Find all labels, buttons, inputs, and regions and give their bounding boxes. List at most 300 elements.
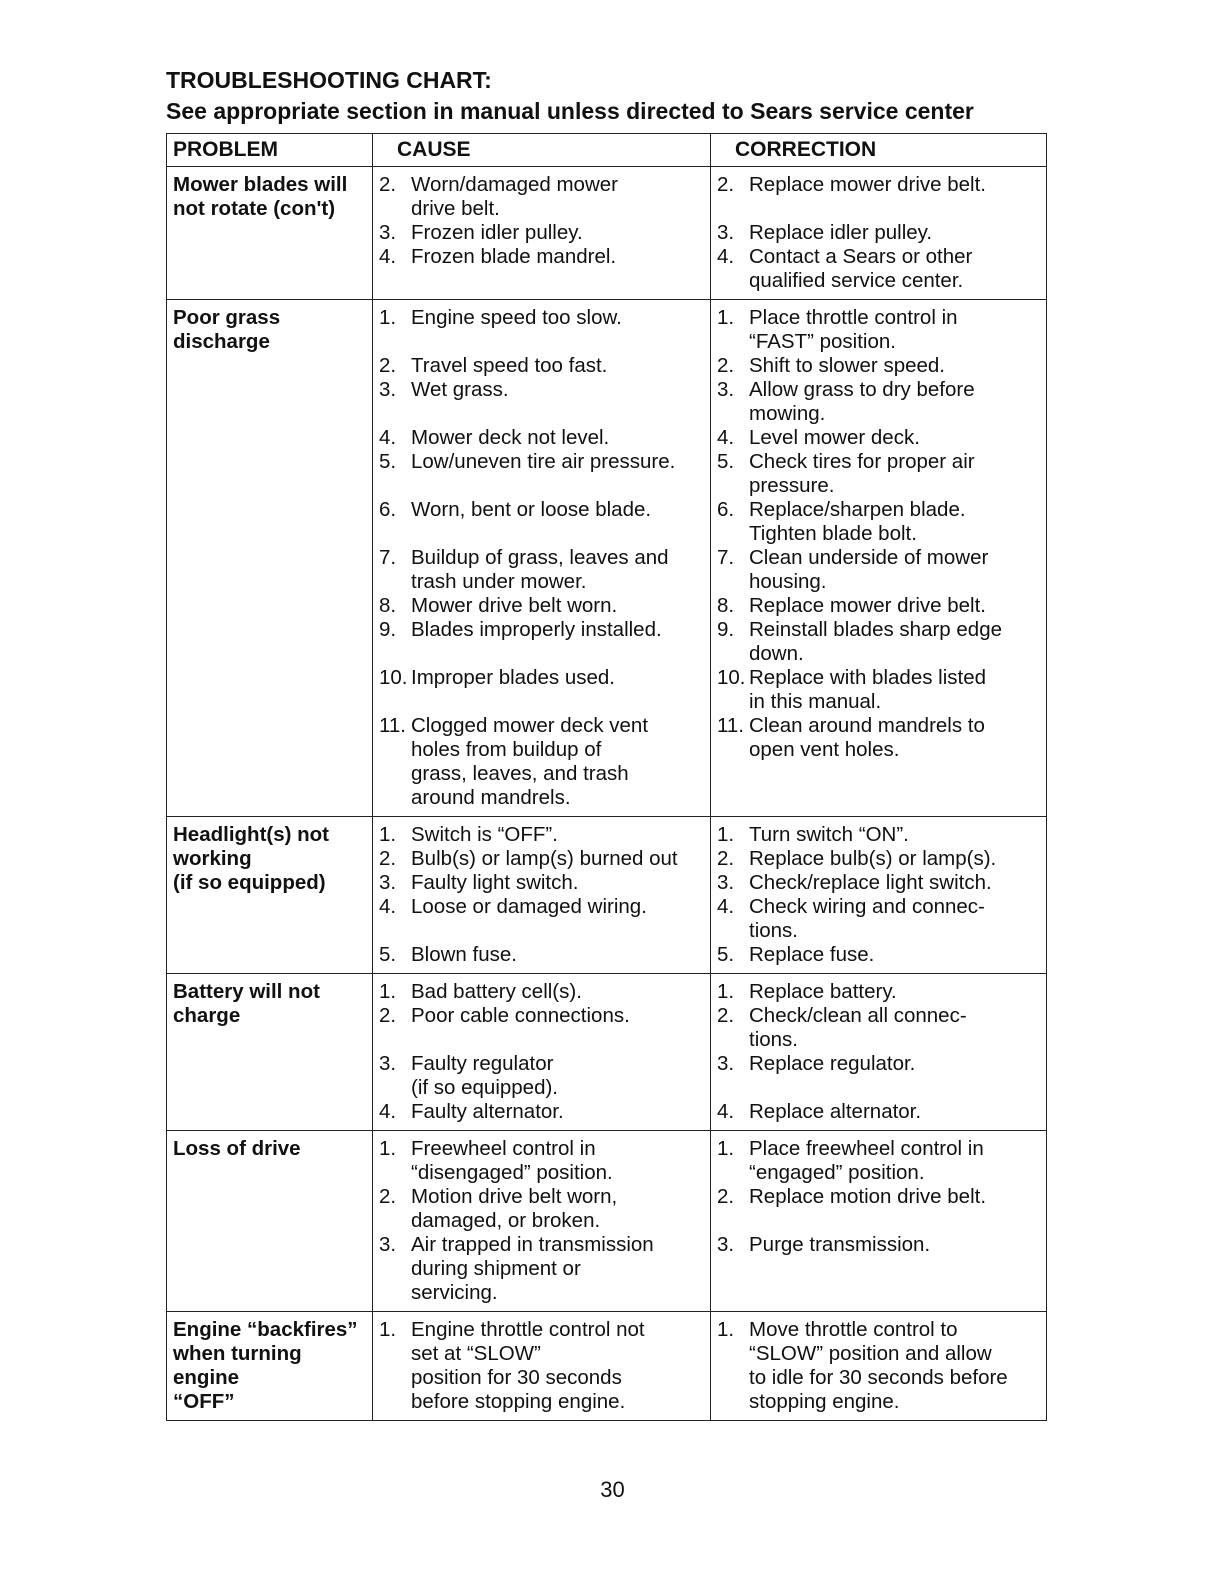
item-text <box>411 666 704 690</box>
correction-item <box>717 1100 1040 1124</box>
item-number: 10. <box>379 666 408 689</box>
table-row <box>167 300 1047 817</box>
cause-item <box>379 378 704 402</box>
table-header-row <box>167 134 1047 167</box>
correction-item <box>717 594 1040 618</box>
item-line: Allow grass to dry before <box>749 378 975 401</box>
problem-text: discharge <box>173 330 270 353</box>
spacer <box>379 474 704 498</box>
cause-item <box>379 546 704 594</box>
item-line: “FAST” position. <box>749 330 896 353</box>
item-text <box>411 546 704 594</box>
item-text <box>411 895 704 919</box>
item-line: “disengaged” position. <box>411 1161 613 1184</box>
problem-cell <box>167 167 373 300</box>
spacer <box>717 1209 1040 1233</box>
correction-item <box>717 1052 1040 1076</box>
item-number: 3. <box>717 1233 735 1256</box>
item-number: 1. <box>717 980 735 1003</box>
item-number: 5. <box>717 943 735 966</box>
item-line: damaged, or broken. <box>411 1209 601 1232</box>
item-text <box>749 306 1040 354</box>
header-correction: CORRECTION <box>711 134 1047 167</box>
item-line: Contact a Sears or other <box>749 245 973 268</box>
problem-text: engine <box>173 1366 240 1389</box>
item-text <box>411 943 704 967</box>
item-line: Replace idler pulley. <box>749 221 933 244</box>
correction-item <box>717 714 1040 762</box>
item-text <box>749 594 1040 618</box>
item-line: Faulty regulator <box>411 1052 554 1075</box>
item-text <box>749 546 1040 594</box>
correction-item <box>717 245 1040 293</box>
item-text <box>411 378 704 402</box>
item-line: Replace mower drive belt. <box>749 594 986 617</box>
item-text <box>411 847 704 871</box>
item-line: tions. <box>749 919 798 942</box>
cause-item <box>379 618 704 642</box>
cause-cell <box>373 974 711 1131</box>
item-line: position for 30 seconds <box>411 1366 622 1389</box>
correction-cell <box>711 817 1047 974</box>
item-line: to idle for 30 seconds before <box>749 1366 1008 1389</box>
item-number: 8. <box>717 594 735 617</box>
item-line: Replace regulator. <box>749 1052 916 1075</box>
item-line: “engaged” position. <box>749 1161 925 1184</box>
problem-text: working <box>173 847 252 870</box>
item-text <box>749 245 1040 293</box>
item-number: 5. <box>379 943 397 966</box>
item-line: Level mower deck. <box>749 426 920 449</box>
item-line: Place throttle control in <box>749 306 958 329</box>
item-line: Poor cable connections. <box>411 1004 630 1027</box>
item-line: Frozen blade mandrel. <box>411 245 617 268</box>
correction-item <box>717 1185 1040 1209</box>
header-cause: CAUSE <box>373 134 711 167</box>
correction-item <box>717 823 1040 847</box>
item-text <box>749 221 1040 245</box>
item-text <box>749 823 1040 847</box>
correction-item <box>717 618 1040 666</box>
problem-cell <box>167 1312 373 1421</box>
item-text <box>411 594 704 618</box>
correction-item <box>717 980 1040 1004</box>
cause-item <box>379 980 704 1004</box>
correction-item <box>717 1137 1040 1185</box>
problem-cell <box>167 974 373 1131</box>
correction-item <box>717 895 1040 943</box>
item-number: 2. <box>717 847 735 870</box>
item-number: 1. <box>717 823 735 846</box>
cause-item <box>379 306 704 330</box>
item-line: Engine throttle control not <box>411 1318 645 1341</box>
correction-item <box>717 378 1040 426</box>
correction-item <box>717 666 1040 714</box>
item-text <box>749 618 1040 666</box>
cause-cell <box>373 1312 711 1421</box>
item-line: mowing. <box>749 402 826 425</box>
item-line: before stopping engine. <box>411 1390 626 1413</box>
item-line: Mower drive belt worn. <box>411 594 618 617</box>
spacer <box>379 919 704 943</box>
item-number: 2. <box>379 847 397 870</box>
item-line: “SLOW” position and allow <box>749 1342 992 1365</box>
item-number: 3. <box>379 1052 397 1075</box>
item-number: 5. <box>717 450 735 473</box>
item-line: Clean underside of mower <box>749 546 989 569</box>
item-line: stopping engine. <box>749 1390 900 1413</box>
spacer <box>379 642 704 666</box>
item-number: 9. <box>717 618 735 641</box>
cause-item <box>379 1185 704 1233</box>
item-text <box>749 1185 1040 1209</box>
problem-cell <box>167 1131 373 1312</box>
correction-item <box>717 546 1040 594</box>
item-line: Purge transmission. <box>749 1233 931 1256</box>
item-number: 6. <box>379 498 397 521</box>
item-line: housing. <box>749 570 827 593</box>
item-text <box>749 498 1040 546</box>
correction-item <box>717 847 1040 871</box>
cause-item <box>379 847 704 871</box>
item-line: in this manual. <box>749 690 882 713</box>
cause-item <box>379 1233 704 1305</box>
cause-cell <box>373 817 711 974</box>
item-text <box>749 871 1040 895</box>
correction-item <box>717 1233 1040 1257</box>
problem-text: charge <box>173 1004 241 1027</box>
cause-item <box>379 1004 704 1028</box>
item-number: 1. <box>717 306 735 329</box>
item-line: Loose or damaged wiring. <box>411 895 647 918</box>
item-line: set at “SLOW” <box>411 1342 541 1365</box>
item-number: 1. <box>379 823 397 846</box>
item-text <box>411 306 704 330</box>
cause-item <box>379 1137 704 1185</box>
correction-cell <box>711 974 1047 1131</box>
correction-item <box>717 221 1040 245</box>
item-number: 2. <box>717 354 735 377</box>
chart-title: TROUBLESHOOTING CHART: <box>166 67 492 93</box>
item-number: 11. <box>717 714 744 737</box>
item-number: 3. <box>717 1052 735 1075</box>
item-text <box>749 714 1040 762</box>
item-number: 2. <box>379 1004 397 1027</box>
table-row <box>167 1312 1047 1421</box>
item-line: grass, leaves, and trash <box>411 762 629 785</box>
correction-item <box>717 306 1040 354</box>
item-line: Low/uneven tire air pressure. <box>411 450 676 473</box>
problem-text: (if so equipped) <box>173 871 326 894</box>
spacer <box>379 522 704 546</box>
correction-item <box>717 1004 1040 1052</box>
cause-item <box>379 1100 704 1124</box>
item-number: 5. <box>379 450 397 473</box>
item-line: Turn switch “ON”. <box>749 823 909 846</box>
problem-text: Poor grass <box>173 306 281 329</box>
item-number: 6. <box>717 498 735 521</box>
item-text <box>411 980 704 1004</box>
item-text <box>411 1233 704 1305</box>
item-number: 10. <box>717 666 746 689</box>
cause-item <box>379 823 704 847</box>
item-number: 3. <box>379 221 397 244</box>
item-line: Wet grass. <box>411 378 509 401</box>
item-line: open vent holes. <box>749 738 900 761</box>
cause-cell <box>373 1131 711 1312</box>
item-number: 2. <box>379 173 397 196</box>
cause-item <box>379 666 704 690</box>
item-line: Check/replace light switch. <box>749 871 992 894</box>
item-line: holes from buildup of <box>411 738 602 761</box>
item-line: Replace bulb(s) or lamp(s). <box>749 847 997 870</box>
cause-item <box>379 173 704 221</box>
item-line: Clogged mower deck vent <box>411 714 649 737</box>
item-line: around mandrels. <box>411 786 571 809</box>
cause-item <box>379 594 704 618</box>
spacer <box>379 330 704 354</box>
problem-text: Headlight(s) not <box>173 823 330 846</box>
item-number: 4. <box>717 1100 735 1123</box>
item-line: trash under mower. <box>411 570 587 593</box>
item-line: Bulb(s) or lamp(s) burned out <box>411 847 678 870</box>
item-line: Buildup of grass, leaves and <box>411 546 669 569</box>
item-line: Worn/damaged mower <box>411 173 618 196</box>
item-text <box>749 1004 1040 1052</box>
item-number: 4. <box>717 426 735 449</box>
problem-text: Engine “backfires” <box>173 1318 358 1341</box>
cause-item <box>379 450 704 474</box>
cause-item <box>379 498 704 522</box>
cause-item <box>379 221 704 245</box>
item-text <box>749 1100 1040 1124</box>
item-text <box>749 426 1040 450</box>
correction-item <box>717 1318 1040 1414</box>
correction-cell <box>711 300 1047 817</box>
item-number: 1. <box>379 980 397 1003</box>
item-number: 2. <box>717 173 735 196</box>
item-number: 4. <box>379 426 397 449</box>
problem-cell <box>167 817 373 974</box>
item-line: Move throttle control to <box>749 1318 958 1341</box>
item-text <box>749 895 1040 943</box>
cause-item <box>379 895 704 919</box>
item-number: 3. <box>717 871 735 894</box>
item-text <box>411 354 704 378</box>
item-line: drive belt. <box>411 197 500 220</box>
cause-item <box>379 1318 704 1414</box>
item-text <box>749 666 1040 714</box>
item-text <box>411 498 704 522</box>
item-line: Switch is “OFF”. <box>411 823 558 846</box>
item-text <box>749 943 1040 967</box>
item-text <box>749 1233 1040 1257</box>
spacer <box>717 1076 1040 1100</box>
item-number: 2. <box>717 1185 735 1208</box>
item-text <box>411 1052 704 1100</box>
item-line: during shipment or <box>411 1257 581 1280</box>
correction-item <box>717 173 1040 197</box>
item-number: 8. <box>379 594 397 617</box>
item-line: Faulty light switch. <box>411 871 579 894</box>
item-text <box>749 1052 1040 1076</box>
item-line: Tighten blade bolt. <box>749 522 917 545</box>
item-line: Check tires for proper air <box>749 450 975 473</box>
problem-text: not rotate (con't) <box>173 197 336 220</box>
item-line: Travel speed too fast. <box>411 354 608 377</box>
item-line: Frozen idler pulley. <box>411 221 583 244</box>
item-number: 4. <box>379 245 397 268</box>
item-text <box>411 173 704 221</box>
item-line: Replace battery. <box>749 980 897 1003</box>
item-text <box>411 1004 704 1028</box>
item-line: Check/clean all connec- <box>749 1004 967 1027</box>
item-number: 2. <box>379 1185 397 1208</box>
correction-item <box>717 498 1040 546</box>
cause-cell <box>373 167 711 300</box>
item-number: 2. <box>717 1004 735 1027</box>
correction-cell <box>711 167 1047 300</box>
item-line: Replace/sharpen blade. <box>749 498 966 521</box>
item-text <box>411 450 704 474</box>
correction-item <box>717 354 1040 378</box>
spacer <box>379 402 704 426</box>
correction-item <box>717 426 1040 450</box>
cause-item <box>379 943 704 967</box>
table-row <box>167 167 1047 300</box>
item-line: Bad battery cell(s). <box>411 980 582 1003</box>
item-line: Check wiring and connec- <box>749 895 985 918</box>
cause-item <box>379 714 704 810</box>
item-number: 4. <box>379 1100 397 1123</box>
item-text <box>411 221 704 245</box>
item-line: Air trapped in transmission <box>411 1233 654 1256</box>
item-text <box>411 714 704 810</box>
table-row <box>167 1131 1047 1312</box>
problem-text: when turning <box>173 1342 302 1365</box>
problem-text: Mower blades will <box>173 173 348 196</box>
item-text <box>749 173 1040 197</box>
problem-text: “OFF” <box>173 1390 235 1413</box>
item-line: Replace mower drive belt. <box>749 173 986 196</box>
spacer <box>717 197 1040 221</box>
item-text <box>749 980 1040 1004</box>
item-text <box>411 1137 704 1185</box>
item-line: Shift to slower speed. <box>749 354 945 377</box>
item-text <box>749 1318 1040 1414</box>
item-line: Clean around mandrels to <box>749 714 985 737</box>
item-line: Improper blades used. <box>411 666 615 689</box>
item-text <box>411 245 704 269</box>
correction-cell <box>711 1312 1047 1421</box>
item-text <box>411 1318 704 1414</box>
item-line: Faulty alternator. <box>411 1100 564 1123</box>
item-line: pressure. <box>749 474 835 497</box>
item-text <box>411 871 704 895</box>
item-number: 7. <box>379 546 397 569</box>
table-row <box>167 817 1047 974</box>
item-number: 1. <box>379 1318 397 1341</box>
correction-item <box>717 450 1040 498</box>
item-number: 3. <box>379 378 397 401</box>
correction-item <box>717 943 1040 967</box>
item-line: Worn, bent or loose blade. <box>411 498 652 521</box>
item-text <box>749 450 1040 498</box>
item-number: 3. <box>717 378 735 401</box>
item-text <box>411 618 704 642</box>
item-line: Motion drive belt worn, <box>411 1185 618 1208</box>
item-text <box>411 426 704 450</box>
item-line: (if so equipped). <box>411 1076 559 1099</box>
item-line: servicing. <box>411 1281 498 1304</box>
item-number: 4. <box>717 245 735 268</box>
item-number: 3. <box>379 1233 397 1256</box>
spacer <box>379 690 704 714</box>
item-line: Engine speed too slow. <box>411 306 622 329</box>
troubleshooting-table <box>166 133 1047 1421</box>
item-text <box>411 1185 704 1233</box>
page-number: 30 <box>600 1477 625 1502</box>
cause-item <box>379 1052 704 1100</box>
item-number: 11. <box>379 714 406 737</box>
item-line: Freewheel control in <box>411 1137 596 1160</box>
item-number: 1. <box>379 1137 397 1160</box>
correction-cell <box>711 1131 1047 1312</box>
correction-item <box>717 871 1040 895</box>
cause-item <box>379 871 704 895</box>
spacer <box>379 1028 704 1052</box>
header-problem: PROBLEM <box>167 134 373 167</box>
item-line: Mower deck not level. <box>411 426 610 449</box>
item-line: Replace alternator. <box>749 1100 922 1123</box>
item-text <box>749 1137 1040 1185</box>
item-number: 3. <box>717 221 735 244</box>
item-text <box>411 1100 704 1124</box>
problem-text: Loss of drive <box>173 1137 301 1160</box>
cause-cell <box>373 300 711 817</box>
item-line: Blades improperly installed. <box>411 618 662 641</box>
item-line: qualified service center. <box>749 269 964 292</box>
item-line: tions. <box>749 1028 798 1051</box>
cause-item <box>379 245 704 269</box>
item-number: 4. <box>717 895 735 918</box>
problem-cell <box>167 300 373 817</box>
item-number: 1. <box>717 1137 735 1160</box>
item-number: 3. <box>379 871 397 894</box>
item-text <box>749 378 1040 426</box>
item-number: 1. <box>379 306 397 329</box>
item-text <box>749 354 1040 378</box>
item-text <box>411 823 704 847</box>
item-number: 2. <box>379 354 397 377</box>
item-line: Replace fuse. <box>749 943 875 966</box>
item-text <box>749 847 1040 871</box>
item-line: down. <box>749 642 804 665</box>
problem-text: Battery will not <box>173 980 320 1003</box>
chart-subtitle: See appropriate section in manual unless directed to Sears service center <box>166 98 974 124</box>
item-number: 9. <box>379 618 397 641</box>
item-line: Reinstall blades sharp edge <box>749 618 1002 641</box>
item-line: Replace motion drive belt. <box>749 1185 987 1208</box>
item-line: Replace with blades listed <box>749 666 987 689</box>
cause-item <box>379 354 704 378</box>
item-number: 1. <box>717 1318 735 1341</box>
cause-item <box>379 426 704 450</box>
item-line: Place freewheel control in <box>749 1137 984 1160</box>
table-row <box>167 974 1047 1131</box>
item-number: 7. <box>717 546 735 569</box>
item-number: 4. <box>379 895 397 918</box>
